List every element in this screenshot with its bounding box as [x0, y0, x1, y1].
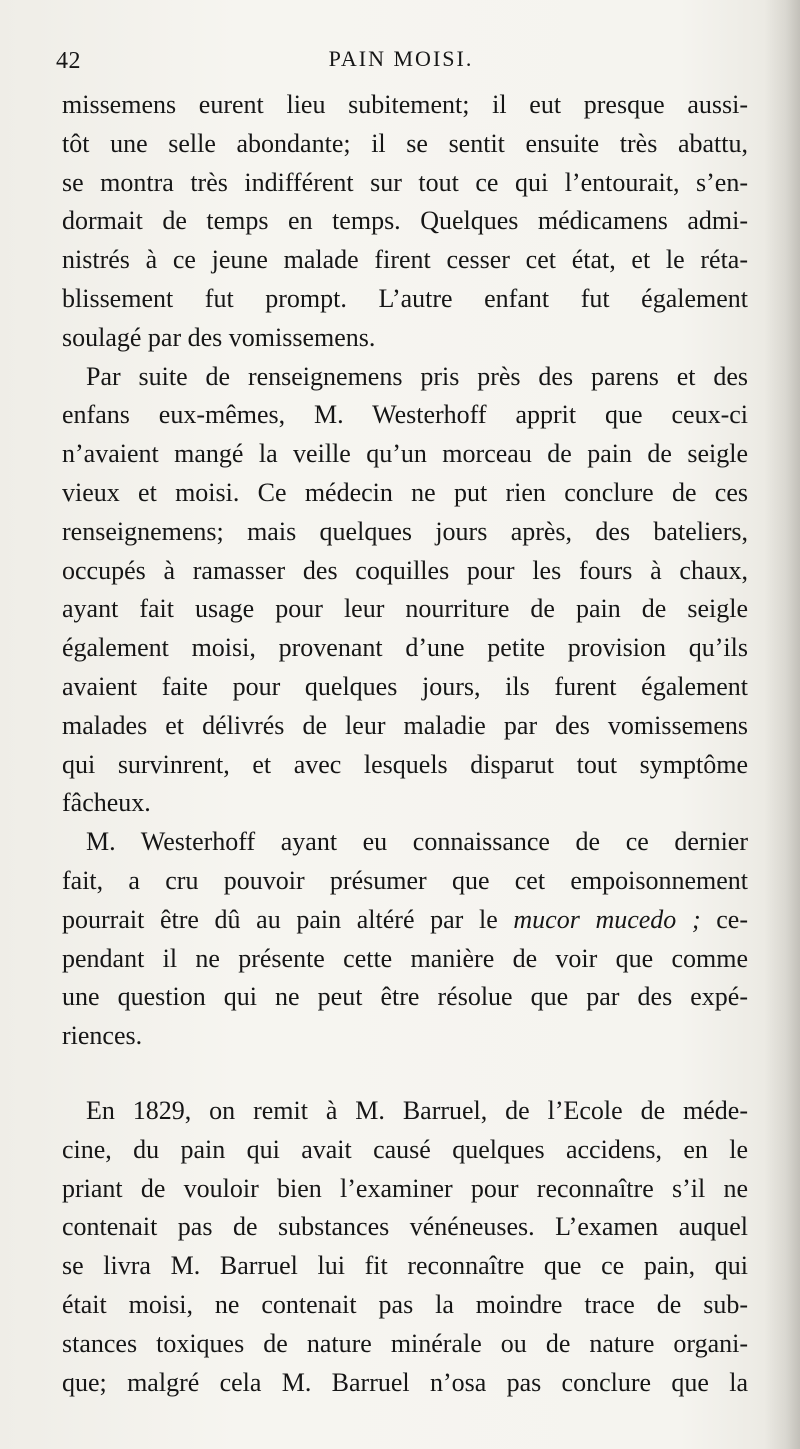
text-line: avaient faite pour quelques jours, ils furent également [62, 671, 748, 701]
text-line: nistrés à ce jeune malade firent cesser cet état, et le réta- [62, 245, 748, 275]
text-line: missemens eurent lieu subitement; il eut presque aussi- [62, 90, 748, 119]
text-line: occupés à ramasser des coquilles pour les fours à chaux, [62, 555, 748, 585]
text-line: tôt une selle abondante; il se sentit ensuite très abattu, [62, 128, 748, 158]
text-line [62, 901, 748, 940]
text-line: était moisi, ne contenait pas la moindre trace de sub- [62, 1289, 748, 1319]
text-line: blissement fut prompt. L’autre enfant fut également [62, 283, 748, 313]
text-line: contenait pas de substances vénéneuses. L’examen auquel [62, 1212, 748, 1242]
text-line: ayant fait usage pour leur nourriture de pain de seigle [62, 594, 748, 624]
text-line: n’avaient mangé la veille qu’un morceau de pain de seigle [62, 439, 748, 469]
text-segment: ce- [700, 904, 748, 934]
text-line: priant de vouloir bien l’examiner pour reconnaître s’il ne [62, 1173, 748, 1203]
text-line: M. Westerhoff ayant eu connaissance de ce dernier [86, 827, 748, 857]
text-line: se livra M. Barruel lui fit reconnaître que ce pain, qui [62, 1251, 748, 1281]
body-text [62, 86, 748, 1402]
text-line: une question qui ne peut être résolue que par des expé- [62, 982, 748, 1012]
text-line: qui survinrent, et avec lesquels disparut tout symptôme [62, 749, 748, 779]
page-gutter-shadow [764, 0, 800, 1449]
text-line: En 1829, on remit à M. Barruel, de l’Ecole de méde- [86, 1095, 748, 1125]
text-line: Par suite de renseignemens pris près des parens et des [86, 361, 748, 391]
text-line: vieux et moisi. Ce médecin ne put rien conclure de ces [62, 477, 748, 507]
running-title: PAIN MOISI. [328, 46, 474, 71]
page-number: 42 [56, 48, 81, 74]
text-line: cine, du pain qui avait causé quelques accidens, en le [62, 1134, 748, 1164]
text-line: dormait de temps en temps. Quelques médicamens admi- [62, 206, 748, 236]
text-line: malades et délivrés de leur maladie par des vomissemens [62, 710, 748, 740]
text-line: enfans eux-mêmes, M. Westerhoff apprit que ceux-ci [62, 400, 748, 430]
text-line: fâcheux. [62, 788, 151, 818]
text-line: également moisi, provenant d’une petite provision qu’ils [62, 633, 748, 663]
page-header [56, 44, 746, 78]
text-line: renseignemens; mais quelques jours après, des bateliers, [62, 516, 748, 546]
paragraph-gap [62, 1056, 748, 1092]
text-line: se montra très indifférent sur tout ce qui l’entourait, s’en- [62, 167, 748, 197]
text-line: soulagé par des vomissemens. [62, 322, 376, 352]
text-line: que; malgré cela M. Barruel n’osa pas conclure que la [62, 1367, 748, 1397]
text-line: fait, a cru pouvoir présumer que cet empoisonnement [62, 865, 748, 895]
text-line: pendant il ne présente cette manière de voir que comme [62, 943, 748, 973]
text-line: riences. [62, 1021, 143, 1051]
italic-term: mucor mucedo ; [513, 904, 701, 934]
text-segment: pourrait être dû au pain altéré par le [62, 904, 514, 934]
text-line: stances toxiques de nature minérale ou de nature organi- [62, 1328, 748, 1358]
